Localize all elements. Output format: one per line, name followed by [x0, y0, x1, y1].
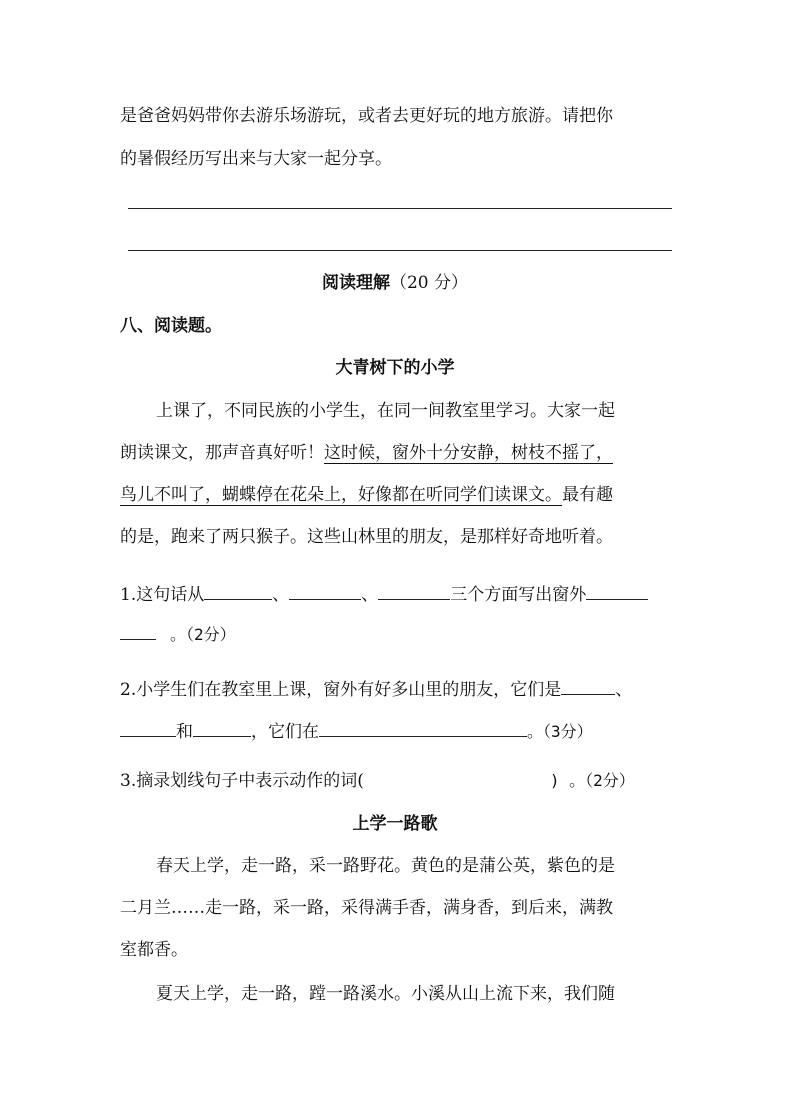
passage-2-title: 上学一路歌: [352, 814, 438, 834]
q2-score: 。（3分）: [527, 722, 593, 741]
q1-blank-2[interactable]: [289, 583, 361, 600]
q1-text-b: 三个方面写出窗外: [450, 585, 587, 605]
question-1-line-2: [120, 623, 236, 644]
q2-sep-1: 、: [615, 680, 633, 700]
q2-blank-2[interactable]: [120, 720, 176, 737]
passage-1-line-3-end: 最有趣: [562, 485, 613, 505]
underlined-sentence-part-2: 鸟儿不叫了，蝴蝶停在花朵上，好像都在听同学们读课文。: [120, 485, 562, 505]
underlined-sentence-part-1: 这时候，窗外十分安静，树枝不摇了，: [324, 443, 613, 463]
q1-blank-3[interactable]: [378, 583, 450, 600]
passage-2-line-3: 室都香。: [120, 940, 188, 960]
question-2-line-1: [120, 678, 632, 699]
writing-line-2: [128, 250, 672, 251]
q1-sep-2: 、: [361, 585, 379, 605]
q1-score: 。（2分）: [170, 625, 236, 644]
question-2-line-2: [120, 720, 593, 741]
q2-blank-4[interactable]: [319, 720, 527, 737]
q2-blank-1[interactable]: [561, 678, 615, 695]
passage-1-line-1: 上课了，不同民族的小学生，在同一间教室里学习。大家一起: [156, 401, 615, 421]
section-title-text: 阅读理解: [321, 273, 390, 293]
q1-sep-1: 、: [272, 585, 290, 605]
q1-text-a: 1.这句话从: [120, 585, 205, 605]
q1-blank-4-continued[interactable]: [120, 623, 156, 640]
passage-1-line-2: [120, 445, 613, 462]
passage-1-line-4: 的是，跑来了两只猴子。这些山林里的朋友，是那样好奇地听着。: [120, 527, 613, 547]
question-8-heading: 八、阅读题。: [120, 316, 222, 336]
q3-text-b: ) 。（2分）: [549, 771, 635, 790]
q2-text-a: 2.小学生们在教室里上课，窗外有好多山里的朋友，它们是: [120, 680, 562, 700]
passage-1-line-2-start: 朗读课文，那声音真好听！: [120, 443, 324, 463]
q2-and: 和: [176, 722, 193, 742]
passage-2-line-4: 夏天上学，走一路，蹚一路溪水。小溪从山上流下来，我们随: [156, 984, 615, 1004]
intro-line-2: 的暑假经历写出来与大家一起分享。: [120, 149, 392, 169]
section-title: [0, 275, 790, 292]
q1-blank-1[interactable]: [204, 583, 272, 600]
passage-1-line-3: [120, 487, 613, 504]
writing-line-1: [128, 208, 672, 209]
passage-1-title: 大青树下的小学: [335, 358, 455, 378]
q3-text-a: 3.摘录划线句子中表示动作的词(: [120, 771, 364, 791]
section-score: （20 分）: [389, 273, 469, 293]
question-3-line: [120, 773, 635, 790]
q2-text-b: ，它们在: [251, 722, 319, 742]
q2-blank-3[interactable]: [193, 720, 251, 737]
passage-2-line-2: 二月兰……走一路，采一路，采得满手香，满身香，到后来，满教: [120, 898, 613, 918]
passage-2-line-1: 春天上学，走一路，采一路野花。黄色的是蒲公英，紫色的是: [156, 856, 615, 876]
intro-line-1: 是爸爸妈妈带你去游乐场游玩，或者去更好玩的地方旅游。请把你: [120, 106, 613, 126]
question-1-line-1: [120, 583, 648, 604]
q1-blank-4[interactable]: [586, 583, 648, 600]
